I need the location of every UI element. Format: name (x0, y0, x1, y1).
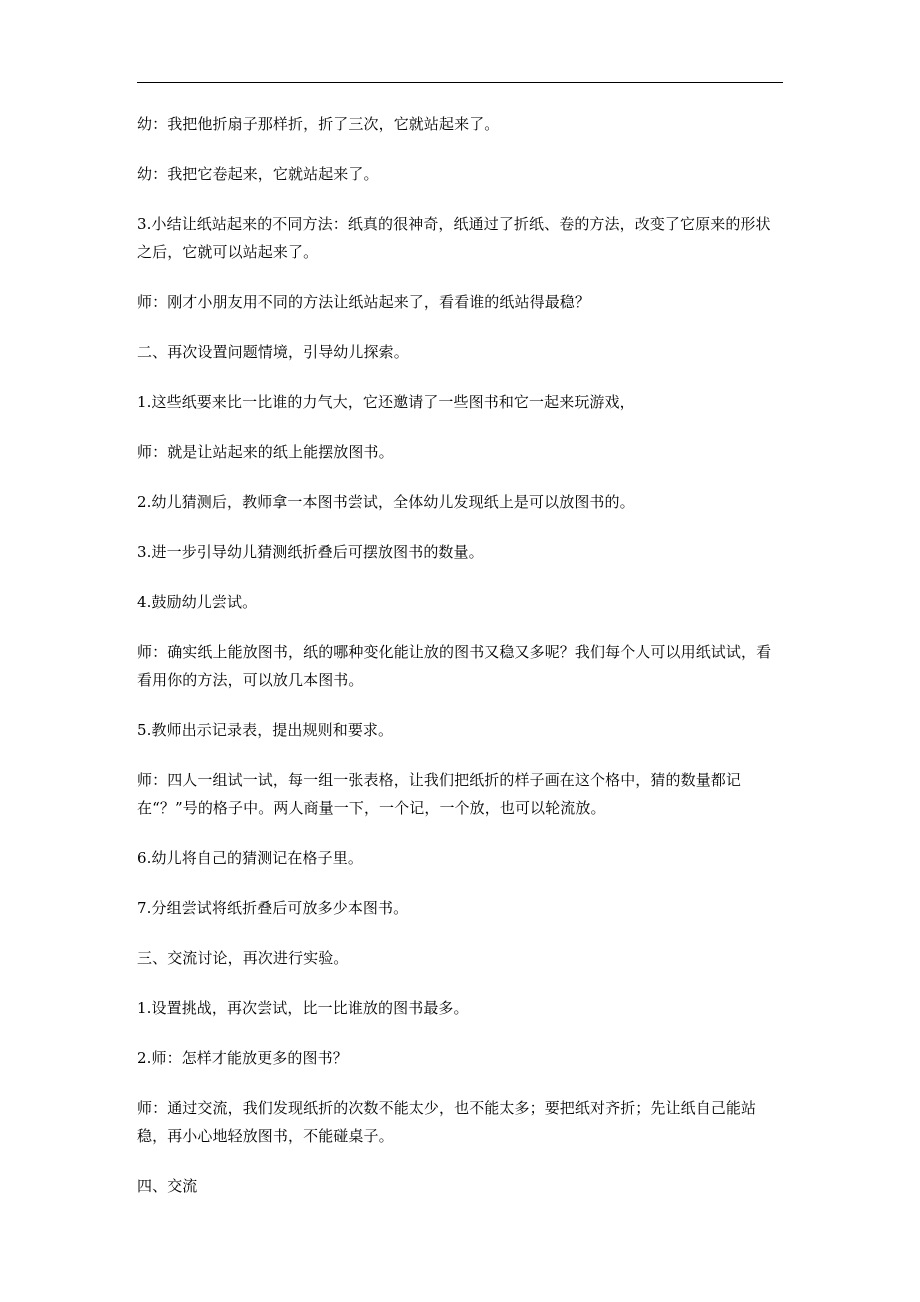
paragraph: 5.教师出示记录表，提出规则和要求。 (137, 721, 394, 739)
header-rule (137, 82, 783, 83)
paragraph: 7.分组尝试将纸折叠后可放多少本图书。 (137, 899, 409, 917)
section-heading: 二、再次设置问题情境，引导幼儿探索。 (137, 343, 409, 361)
paragraph: 2.幼儿猜测后，教师拿一本图书尝试，全体幼儿发现纸上是可以放图书的。 (137, 493, 635, 511)
paragraph: 幼：我把他折扇子那样折，折了三次，它就站起来了。 (137, 115, 500, 133)
document-body (137, 110, 783, 1222)
section-heading: 三、交流讨论，再次进行实验。 (137, 949, 349, 967)
section-heading: 四、交流 (137, 1177, 198, 1195)
paragraph: 3.小结让纸站起来的不同方法：纸真的很神奇，纸通过了折纸、卷的方法，改变了它原来的形状之后，它就可以站起来了。 (137, 215, 771, 261)
paragraph: 2.师：怎样才能放更多的图书？ (137, 1049, 348, 1067)
paragraph: 师：刚才小朋友用不同的方法让纸站起来了，看看谁的纸站得最稳？ (137, 293, 591, 311)
paragraph: 6.幼儿将自己的猜测记在格子里。 (137, 849, 363, 867)
paragraph: 1.这些纸要来比一比谁的力气大，它还邀请了一些图书和它一起来玩游戏， (137, 393, 635, 411)
paragraph: 师：通过交流，我们发现纸折的次数不能太少，也不能太多；要把纸对齐折；先让纸自己能站稳，再小心地轻放图书，不能碰桌子。 (137, 1099, 757, 1145)
paragraph: 1.设置挑战，再次尝试，比一比谁放的图书最多。 (137, 999, 469, 1017)
paragraph: 幼：我把它卷起来，它就站起来了。 (137, 165, 379, 183)
paragraph: 师：就是让站起来的纸上能摆放图书。 (137, 443, 394, 461)
paragraph: 4.鼓励幼儿尝试。 (137, 593, 258, 611)
paragraph: 师：确实纸上能放图书，纸的哪种变化能让放的图书又稳又多呢？我们每个人可以用纸试试，看看用你的方法，可以放几本图书。 (137, 643, 772, 689)
paragraph: 3.进一步引导幼儿猜测纸折叠后可摆放图书的数量。 (137, 543, 484, 561)
paragraph: 师：四人一组试一试，每一组一张表格，让我们把纸折的样子画在这个格中，猜的数量都记在“？”号的格子中。两人商量一下，一个记，一个放，也可以轮流放。 (137, 771, 742, 817)
